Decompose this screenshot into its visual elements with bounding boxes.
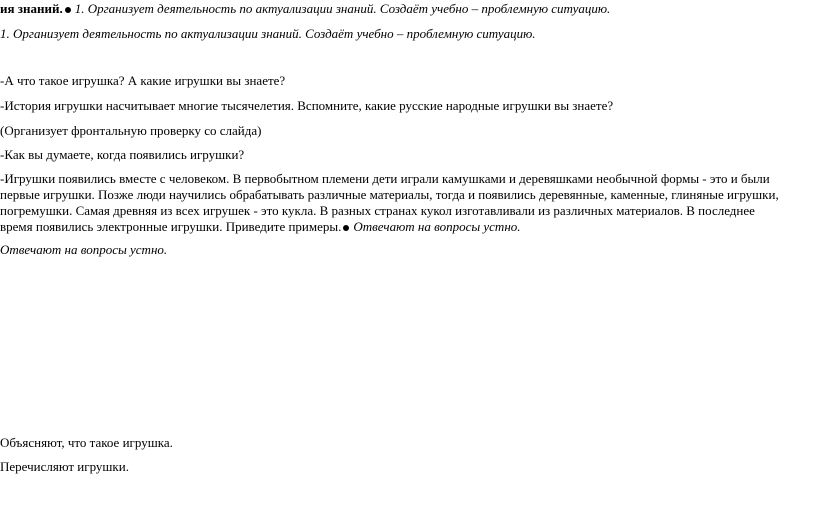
answer-orally-inline: Отвечают на вопросы устно. xyxy=(353,219,521,234)
list-toys-line: Перечисляют игрушки. xyxy=(0,459,129,474)
bullet-dot-icon xyxy=(343,225,349,231)
when-appeared-question: -Как вы думаете, когда появились игрушки? xyxy=(0,147,245,162)
header-italic-text: 1. Организует деятельность по актуализации знаний. Создаёт учебно – проблемную ситуацию. xyxy=(74,1,611,16)
header-line xyxy=(0,1,610,17)
toy-history-paragraph xyxy=(0,171,790,235)
explain-toy-line: Объясняют, что такое игрушка. xyxy=(0,435,173,450)
activity-line: 1. Организует деятельность по актуализации знаний. Создаёт учебно – проблемную ситуацию. xyxy=(0,26,536,41)
bullet-dot-icon xyxy=(65,7,71,13)
header-bold-fragment: ия знаний. xyxy=(0,1,63,16)
history-question: -История игрушки насчитывает многие тысячелетия. Вспомните, какие русские народные игрушки вы знаете? xyxy=(0,98,614,113)
frontal-check-note: (Организует фронтальную проверку со слайда) xyxy=(0,123,262,138)
toy-history-text: -Игрушки появились вместе с человеком. В первобытном племени дети играли камушками и деревяшками необычной формы - это и были первые игрушки. Позже люди научились обрабатывать различные материалы, тогда и появились деревянные, каменные, глиняные игрушки, погремушки. Самая древняя из всех игрушек - это кукла. В разных странах кукол изготавливали из различных материалов. В последнее время появились электронные игрушки. Приведите примеры. xyxy=(0,171,779,234)
answer-orally-line: Отвечают на вопросы устно. xyxy=(0,242,168,257)
question-what-is-toy: -А что такое игрушка? А какие игрушки вы знаете? xyxy=(0,73,286,88)
